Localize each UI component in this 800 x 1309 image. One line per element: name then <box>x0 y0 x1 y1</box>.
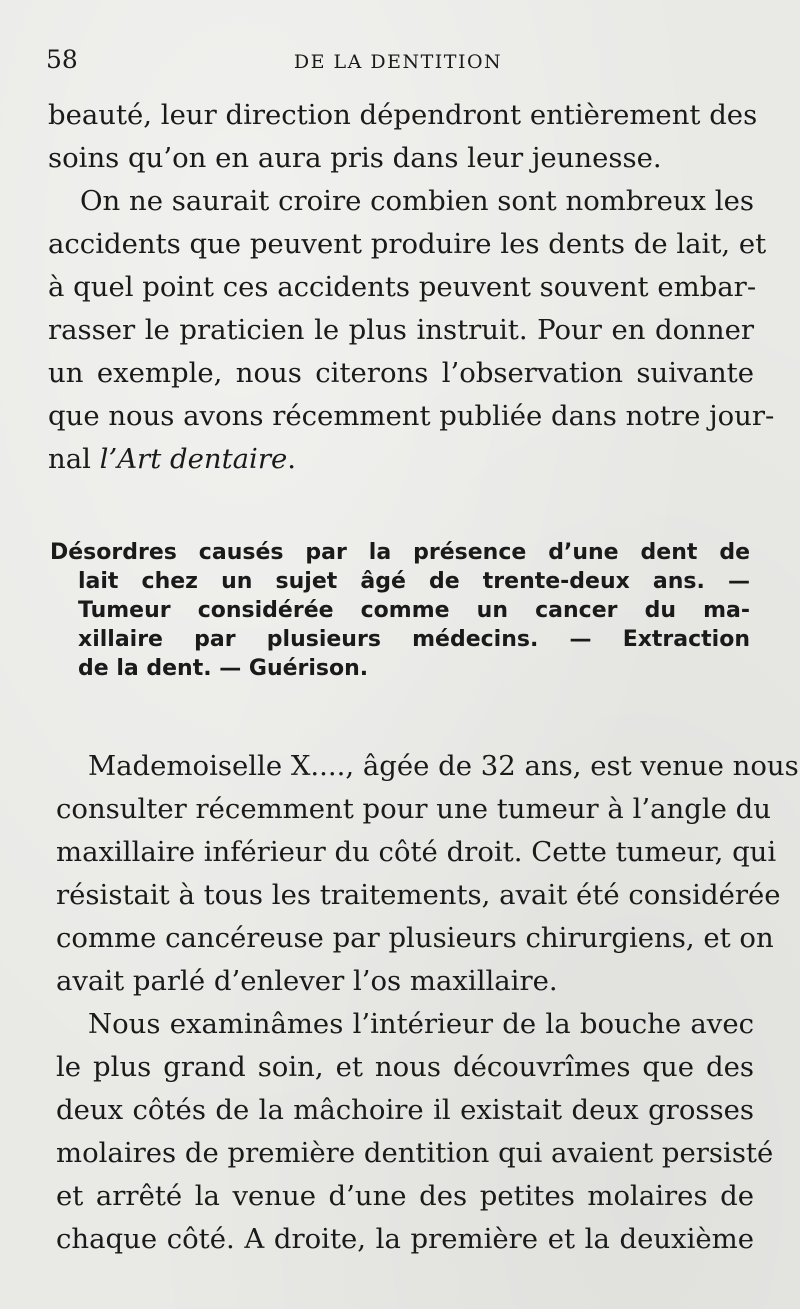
text-line: Mademoiselle X...., âgée de 32 ans, est venue nous <box>88 750 799 782</box>
journal-title: l’Art dentaire <box>99 443 288 475</box>
text-line: Nous examinâmes l’intérieur de la bouche avec <box>88 1008 754 1040</box>
page-number: 58 <box>46 45 78 74</box>
text-fragment: . <box>287 443 296 475</box>
running-head <box>46 44 750 80</box>
heading-line: Tumeur considérée comme un cancer du ma- <box>78 598 750 623</box>
text-line: molaires de première dentition qui avaient persisté <box>56 1137 774 1169</box>
text-fragment: nal <box>48 443 100 475</box>
text-line: et arrêté la venue d’une des petites molaires de <box>56 1180 754 1212</box>
text-line: résistait à tous les traitements, avait été considérée <box>56 879 781 911</box>
text-line <box>48 438 754 481</box>
text-line: comme cancéreuse par plusieurs chirurgiens, et on <box>56 922 774 954</box>
heading-line: xillaire par plusieurs médecins. — Extraction <box>78 627 750 652</box>
text-line: deux côtés de la mâchoire il existait deux grosses <box>56 1094 754 1126</box>
text-line: soins qu’on en aura pris dans leur jeunesse. <box>48 142 662 174</box>
section-heading <box>50 538 750 683</box>
text-line: à quel point ces accidents peuvent souvent embar- <box>48 271 757 303</box>
text-line: beauté, leur direction dépendront entièrement des <box>48 99 758 131</box>
text-line: avait parlé d’enlever l’os maxillaire. <box>56 965 558 997</box>
running-title: DE LA DENTITION <box>293 51 503 73</box>
body-text-bottom <box>56 745 799 1261</box>
text-line: que nous avons récemment publiée dans notre jour- <box>48 400 775 432</box>
text-line: un exemple, nous citerons l’observation suivante <box>48 357 754 389</box>
text-line: On ne saurait croire combien sont nombreux les <box>80 185 754 217</box>
heading-line: de la dent. — Guérison. <box>78 656 369 681</box>
text-line: consulter récemment pour une tumeur à l’angle du <box>56 793 771 825</box>
heading-line: lait chez un sujet âgé de trente-deux ans. — <box>78 569 750 594</box>
text-line: accidents que peuvent produire les dents de lait, et <box>48 228 767 260</box>
text-line: rasser le praticien le plus instruit. Pour en donner <box>48 314 754 346</box>
text-line: chaque côté. A droite, la première et la deuxième <box>56 1223 754 1255</box>
body-text-top <box>48 94 775 481</box>
text-line: le plus grand soin, et nous découvrîmes que des <box>56 1051 754 1083</box>
text-line: maxillaire inférieur du côté droit. Cette tumeur, qui <box>56 836 777 868</box>
heading-line: Désordres causés par la présence d’une dent de <box>50 540 750 565</box>
